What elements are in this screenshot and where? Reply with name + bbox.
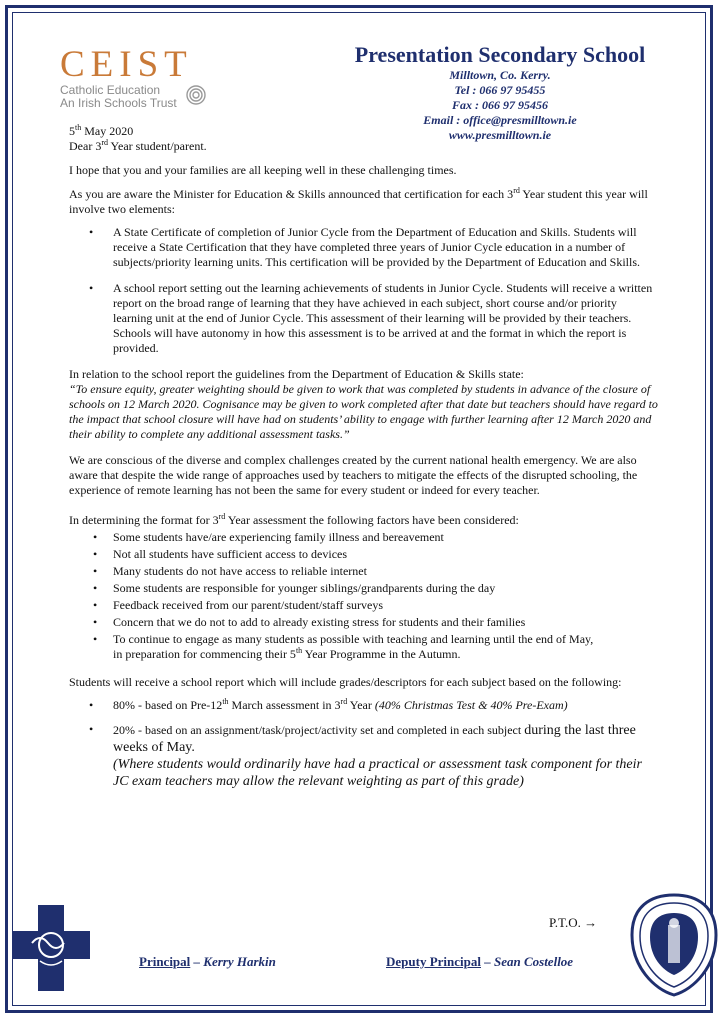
letter-date: 5th May 2020 <box>69 123 134 138</box>
certification-elements-list <box>69 225 659 356</box>
ceist-line-2: An Irish Schools Trust <box>60 96 177 110</box>
list-item: • To continue to engage as many students as possible with teaching and learning until the end of May, in preparation for commencing their 5th Year Programme in the Autumn. <box>93 632 594 661</box>
list-item: • A State Certificate of completion of Junior Cycle from the Department of Education and Skills. Students will receive a State Certification that they have completed three years of Junior Cycle education in a number of subjects/priority learning units. This certification will be provided by the Department of Education and Skills. <box>89 225 640 269</box>
paragraph-minister: As you are aware the Minister for Education & Skills announced that certification for each 3rd Year student this year will involve two elements: <box>69 186 648 216</box>
list-item: • 20% - based on an assignment/task/project/activity set and completed in each subject during the last three weeks of May. <box>89 722 636 755</box>
school-web: www.presmilltown.ie <box>448 128 552 142</box>
grade-weighting-list <box>69 698 659 756</box>
principal-signature-line: Principal – Kerry Harkin <box>139 954 276 969</box>
paragraph-report-basis: Students will receive a school report which will include grades/descriptors for each subject based on the following: <box>69 675 622 689</box>
guidelines-quote: “To ensure equity, greater weighting should be given to work that was completed by students in advance of the closure of schools on 12 March 2020. Cognisance may be given to work completed after that date but teachers should have regard to the impact that school closure will have had on students’ ability to engage with further learning after 12 March 2020 and their ability to complete any additional assessment tasks.” <box>69 382 658 441</box>
list-item: • Not all students have sufficient access to devices <box>93 547 348 561</box>
ceist-logo <box>60 46 193 110</box>
ceist-line-1: Catholic Education <box>60 83 161 97</box>
school-address: Milltown, Co. Kerry. <box>449 68 551 82</box>
school-tel: Tel : 066 97 95455 <box>454 83 546 97</box>
list-item: • Some students have/are experiencing family illness and bereavement <box>93 530 444 544</box>
deputy-principal-signature-line: Deputy Principal – Sean Costelloe <box>386 954 574 969</box>
pto-label: P.T.O. → <box>549 915 598 930</box>
ceist-wordmark: CEIST <box>60 44 193 85</box>
school-fax: Fax : 066 97 95456 <box>452 98 548 112</box>
practical-task-note: (Where students would ordinarily have had a practical or assessment task component for their JC exam teachers may allow the relevant weighting as part of this grade) <box>113 757 642 789</box>
letter-body <box>69 124 659 790</box>
list-item: • Many students do not have access to reliable internet <box>93 564 367 578</box>
list-item: • 80% - based on Pre-12th March assessment in 3rd Year (40% Christmas Test & 40% Pre-Exam) <box>89 697 568 712</box>
list-item: • Some students are responsible for younger siblings/grandparents during the day <box>93 581 496 595</box>
school-crest-seal <box>628 893 720 997</box>
spiral-icon <box>186 85 206 105</box>
greeting: Dear 3rd Year student/parent. <box>69 138 207 153</box>
list-item: • Concern that we do not to add to already existing stress for students and their families <box>93 615 526 629</box>
paragraph-conscious: We are conscious of the diverse and complex challenges created by the current national health emergency. We are also aware that despite the wide range of approaches used by teachers to mitigate the effects of the disrupted schooling, the experience of remote learning has not been the same for every student or indeed for every teacher. <box>69 453 638 497</box>
paragraph-factors-intro: In determining the format for 3rd Year assessment the following factors have been considered: <box>69 512 519 527</box>
list-item: • A school report setting out the learning achievements of students in Junior Cycle. Students will receive a written report on the broad range of learning that they have achieved in each subject, short course and/or priority learning unit at the end of Junior Cycle. This assessment of their learning will be provided by their teachers. Schools will have autonomy in how this assessment is to be arrived at and the format in which the report is provided. <box>89 281 653 355</box>
school-name: Presentation Secondary School <box>354 42 646 67</box>
factors-list <box>69 530 659 662</box>
paragraph-wellbeing: I hope that you and your families are all keeping well in these challenging times. <box>69 163 457 177</box>
school-cross-emblem <box>10 903 92 993</box>
list-item: • Feedback received from our parent/student/staff surveys <box>93 598 384 612</box>
school-email: Email : office@presmilltown.ie <box>423 113 577 127</box>
paragraph-guidelines: In relation to the school report the guidelines from the Department of Education & Skills state: <box>69 367 524 381</box>
